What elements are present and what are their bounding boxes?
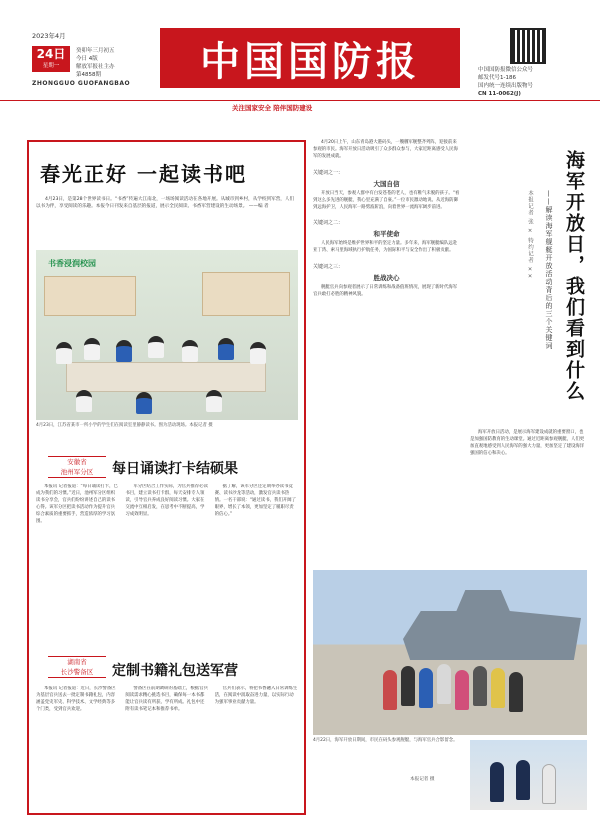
masthead-cn: CN 11-0062(J)	[478, 91, 521, 97]
center-subhead-label: 关键词之一：	[313, 169, 344, 176]
masthead-issue-no: 第4858期	[76, 72, 101, 78]
center-subhead: 胜战决心	[373, 274, 400, 283]
visitor-figure	[419, 668, 433, 708]
visitor-figure	[383, 670, 397, 710]
article3-tag-province: 湖南省	[67, 658, 87, 666]
masthead-postal: 邮发代号1-186	[478, 75, 516, 81]
masthead-pinyin: ZHONGGUO GUOFANGBAO	[32, 80, 131, 87]
student-figure	[84, 338, 100, 360]
masthead-wechat: 中国国防报微信公众号	[478, 67, 534, 73]
masthead-code: 国内统一连续出版物号	[478, 83, 534, 89]
student-figure	[182, 340, 198, 362]
masthead	[0, 0, 600, 118]
masthead-info	[76, 47, 156, 79]
article2-col1: 本报讯 记者报道：“每日诵读打卡，已成为我们的习惯。”近日，池州军分区组织读书分享会，官兵们纷纷讲述自己的读书心得。该军分区把读书活动作为提升官兵综合素质的重要抓手，营造浓厚的学习氛围。	[36, 484, 118, 524]
article2-col2: 军分区结合工作实际，为官兵推荐必读书目，建立读书打卡群，每天安排专人领读，引导官兵养成良好阅读习惯。大家在交流中互相启发，在思考中不断提高，学习成效明显。	[125, 484, 208, 517]
center-article	[313, 140, 460, 299]
center-subhead: 和平使命	[373, 230, 400, 239]
center-subhead-label: 关键词之三：	[313, 264, 344, 271]
student-figure	[136, 392, 152, 414]
right-headline: 海军开放日，我们看到什么	[563, 150, 585, 402]
sailor-figure	[490, 762, 504, 802]
masthead-slogan: 关注国家安全 陪伴国防建设	[232, 104, 313, 112]
article2-tag-unit: 池州军分区	[60, 468, 94, 476]
student-figure	[148, 336, 164, 358]
student-figure	[116, 340, 132, 362]
masthead-title: 中国国防报	[160, 28, 460, 88]
masthead-day: 24日	[36, 47, 66, 61]
article2-tag-province: 安徽省	[67, 458, 87, 466]
bookshelf	[202, 272, 290, 316]
visitor-figure	[401, 666, 415, 706]
right-body: 海军开放日活动，是展示海军建设成就的重要窗口，也是加强国防教育的生动课堂。通过近距离参观舰艇，人们更加直观地感受到人民海军的强大力量，更加坚定了建设海洋强国的信心和决心。	[470, 430, 585, 456]
masthead-datebox	[32, 46, 70, 72]
visitor-figure	[437, 664, 451, 704]
sailor-figure	[542, 764, 556, 804]
sailors-photo	[470, 740, 587, 810]
article3-body	[36, 686, 298, 808]
bookshelf	[44, 276, 136, 316]
visitor-figure	[473, 666, 487, 706]
visitor-figure	[509, 672, 523, 712]
center-paragraph: 舰艇官兵向参观者展示了日常训练和战备值班情况，展现了新时代海军官兵敢打必胜的精神风貌。	[313, 285, 458, 298]
masthead-pages: 今日 4版	[76, 56, 98, 62]
article1-lead: 4月23日，是第28个世界读书日。“书香”传遍大江南北，一场场阅读活动在各地开展。从城市到乡村，从学校到军营，人们以书为伴，享受阅读的乐趣。本报今日刊发来自基层的报道，展示全民阅读、书香军营建设的生动场景。 ——编 者	[36, 197, 295, 210]
visitor-figure	[455, 670, 469, 710]
right-byline: 本报记者 张 × 特约记者 ××	[527, 190, 533, 281]
center-subhead-label: 关键词之二：	[313, 220, 344, 227]
article3-col1: 本报讯 记者报道：近日，长沙警备区为基层官兵送去一批定制书籍礼包，内容涵盖党史军史、科学技术、文学经典等多个门类，受到官兵欢迎。	[36, 686, 116, 712]
navy-photo-caption: 4月22日，海军开放日期间，市民在码头参观舰艇，与海军官兵合影留念。	[313, 738, 458, 743]
article1-photo	[36, 250, 298, 420]
article2-body	[36, 484, 298, 644]
student-figure	[250, 342, 266, 364]
masthead-lunar-date: 癸卯年三月初五	[76, 48, 115, 54]
qr-code-icon	[510, 28, 546, 64]
article3-tag-unit: 长沙警备区	[60, 668, 94, 676]
center-paragraph: 人民海军始终是维护世界和平的坚定力量。多年来，海军舰艇编队远赴亚丁湾、索马里海域执行护航任务，为国际和平与安全作出了积极贡献。	[313, 241, 458, 254]
visitor-figure	[491, 668, 505, 708]
reading-desk	[66, 362, 266, 392]
right-subtitle: ——解读海军舰艇开放活动背后的三个关键词	[545, 190, 553, 350]
article3-col2: 警备区在前期调研的基础上，根据官兵阅读需求精心挑选书目，确保每一本书都能让官兵读有所获、学有所成。礼包中还附有读书笔记本和推荐书单。	[125, 686, 208, 712]
masthead-publisher: 解放军报社主办	[76, 64, 115, 70]
center-paragraph: 4月20日上午，山东青岛港大港码头，一艘艘军舰整齐列阵，迎接前来参观的市民。海军开放日活动吸引了众多群众参与，大家近距离感受人民海军的发展成就。	[313, 140, 458, 159]
student-figure	[76, 390, 92, 412]
navy-open-day-photo	[313, 570, 587, 735]
student-figure	[56, 342, 72, 364]
center-paragraph: 开放日当天，参观人群中有白发苍苍的老人，也有稚气未脱的孩子。“看到这么多先进的舰艇，我心里充满了自豪。”一位市民激动地说。从近海防御到远海护卫，人民海军一路劈波斩浪，向着世界一流海军阔步前进。	[313, 190, 460, 210]
masthead-weekday: 星期一	[42, 63, 60, 69]
student-figure	[218, 338, 234, 360]
article3-location-tag	[48, 656, 106, 678]
student-figure	[206, 390, 222, 412]
article1-caption: 4月23日，江苏省某市一所小学的学生们在阅读室里静静读书。图为活动现场。本报记者 摄	[36, 423, 213, 428]
center-subhead: 大国自信	[373, 179, 400, 188]
warship-shape	[403, 590, 581, 660]
photo1-banner: 书香浸润校园	[48, 259, 96, 268]
article1-headline: 春光正好 一起读书吧	[40, 162, 247, 186]
article2-headline: 每日诵读打卡结硕果	[112, 461, 238, 477]
article2-col3: 据了解，该军分区还定期举办读书竞赛、读书沙龙等活动，激发官兵读书热情。一名干部说：“通过读书，我们开阔了眼界，增长了本领，更加坚定了履职尽责的信心。”	[214, 484, 296, 517]
article3-col3: 官兵们表示，将把书香融入日常训练生活，在阅读中汲取奋进力量，以实际行动为强军事业贡献力量。	[214, 686, 298, 705]
masthead-year-month: 2023年4月	[32, 32, 66, 40]
article3-headline: 定制书籍礼包送军营	[112, 663, 238, 679]
masthead-lunar	[32, 32, 142, 41]
masthead-right	[478, 28, 578, 98]
sailor-figure	[516, 760, 530, 800]
photo-credit: 本报记者 摄	[410, 777, 435, 782]
article2-location-tag	[48, 456, 106, 478]
